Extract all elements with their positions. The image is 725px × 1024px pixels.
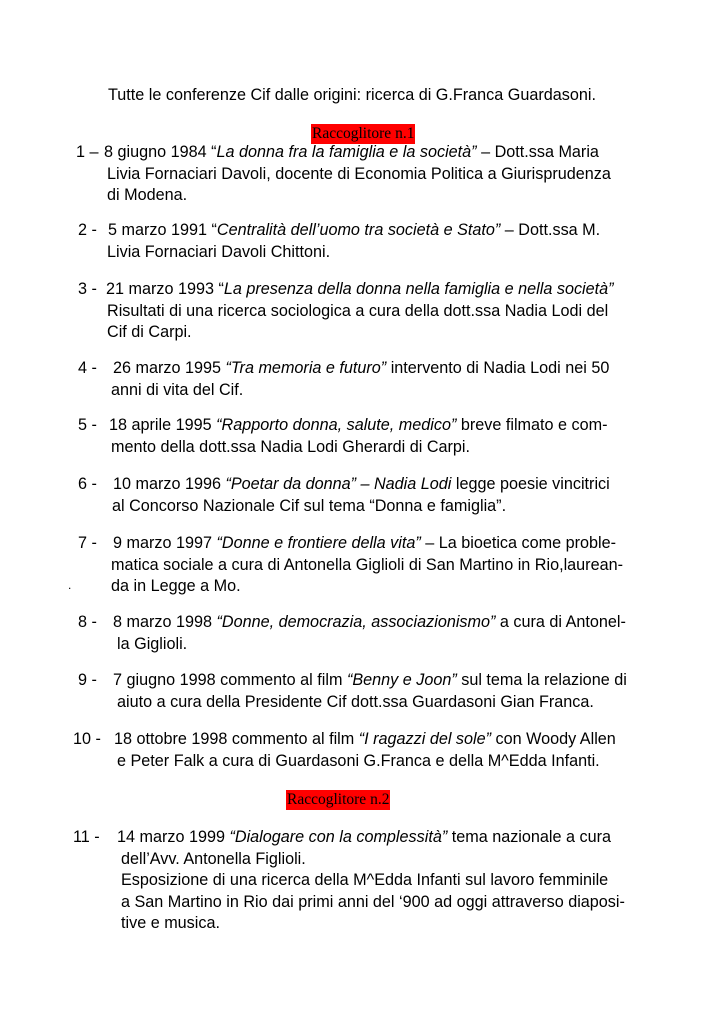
entry-number: 9 -: [78, 671, 97, 689]
page-title: Tutte le conferenze Cif dalle origini: ricerca di G.Franca Guardasoni.: [108, 86, 596, 104]
conference-title: “Benny e Joon”: [346, 671, 457, 689]
entry-line: dell’Avv. Antonella Figlioli.: [121, 849, 306, 868]
stray-mark: .: [68, 578, 72, 592]
entry-line: al Concorso Nazionale Cif sul tema “Donna e famiglia”.: [112, 496, 507, 515]
entry-number: 10 -: [73, 730, 101, 748]
entry-line: tive e musica.: [121, 914, 220, 932]
entry-number: 4 -: [78, 359, 97, 377]
entry-line: 21 marzo 1993 “La presenza della donna nella famiglia e nella società”: [106, 280, 614, 298]
conference-title: “Tra memoria e futuro”: [225, 359, 387, 377]
entry-line: di Modena.: [107, 186, 188, 204]
entry-line: 26 marzo 1995 “Tra memoria e futuro” intervento di Nadia Lodi nei 50: [113, 359, 610, 377]
conference-title: “Donne e frontiere della vita”: [216, 534, 421, 552]
conference-title: Centralità dell’uomo tra società e Stato”: [216, 221, 501, 239]
entry-line: 18 ottobre 1998 commento al film “I ragazzi del sole” con Woody Allen: [114, 730, 616, 748]
entry-line: la Giglioli.: [117, 634, 188, 653]
entry-number: 3 -: [78, 280, 97, 298]
binder-label-2: Raccoglitore n.2: [287, 791, 390, 808]
entry-line: 10 marzo 1996 “Poetar da donna” – Nadia Lodi legge poesie vincitrici: [113, 475, 610, 493]
entry-line: Esposizione di una ricerca della M^Edda Infanti sul lavoro femminile: [121, 871, 609, 889]
conference-title: “I ragazzi del sole”: [358, 730, 492, 748]
entry-line: 18 aprile 1995 “Rapporto donna, salute, medico” breve filmato e com-: [109, 416, 608, 434]
entry-number: 8 -: [78, 613, 97, 631]
conference-title: “Poetar da donna” – Nadia Lodi: [225, 475, 452, 493]
conference-title: La presenza della donna nella famiglia e nella società”: [223, 280, 614, 298]
entry-line: 8 marzo 1998 “Donne, democrazia, associazionismo” a cura di Antonel-: [113, 613, 626, 631]
entry-line: 5 marzo 1991 “Centralità dell’uomo tra società e Stato” – Dott.ssa M.: [108, 221, 601, 239]
entry-line: Livia Fornaciari Davoli Chittoni.: [107, 242, 331, 261]
entry-line: Cif di Carpi.: [107, 323, 192, 341]
entry-line: 8 giugno 1984 “La donna fra la famiglia e la società” – Dott.ssa Maria: [104, 143, 599, 161]
entry-number: 11 -: [73, 828, 100, 846]
entry-number: 7 -: [78, 534, 97, 552]
entry-line: da in Legge a Mo.: [111, 577, 241, 595]
entry-line: 14 marzo 1999 “Dialogare con la complessità” tema nazionale a cura: [117, 828, 611, 846]
entry-line: matica sociale a cura di Antonella Giglioli di San Martino in Rio,laurean-: [111, 555, 623, 574]
entry-line: anni di vita del Cif.: [111, 380, 244, 399]
entry-line: Livia Fornaciari Davoli, docente di Economia Politica a Giurisprudenza: [107, 164, 611, 183]
entry-line: 7 giugno 1998 commento al film “Benny e Joon” sul tema la relazione di: [113, 671, 627, 689]
entry-number: 5 -: [78, 416, 97, 434]
entry-number: 1 –: [76, 143, 99, 161]
entry-line: mento della dott.ssa Nadia Lodi Gherardi di Carpi.: [111, 437, 471, 456]
entry-line: a San Martino in Rio dai primi anni del ‘900 ad oggi attraverso diaposi-: [121, 892, 625, 911]
conference-title: “Rapporto donna, salute, medico”: [216, 416, 457, 434]
entry-number: 2 -: [78, 221, 97, 239]
conference-title: “Donne, democrazia, associazionismo”: [216, 613, 496, 631]
entry-number: 6 -: [78, 475, 97, 493]
entry-line: 9 marzo 1997 “Donne e frontiere della vita” – La bioetica come proble-: [113, 534, 616, 552]
conference-title: “Dialogare con la complessità”: [229, 828, 448, 846]
conference-title: La donna fra la famiglia e la società”: [216, 143, 477, 161]
entry-line: aiuto a cura della Presidente Cif dott.ssa Guardasoni Gian Franca.: [117, 692, 594, 711]
entry-line: Risultati di una ricerca sociologica a cura della dott.ssa Nadia Lodi del: [107, 301, 609, 320]
entry-line: e Peter Falk a cura di Guardasoni G.Franca e della M^Edda Infanti.: [117, 751, 600, 770]
binder-label-1: Raccoglitore n.1: [312, 125, 415, 142]
